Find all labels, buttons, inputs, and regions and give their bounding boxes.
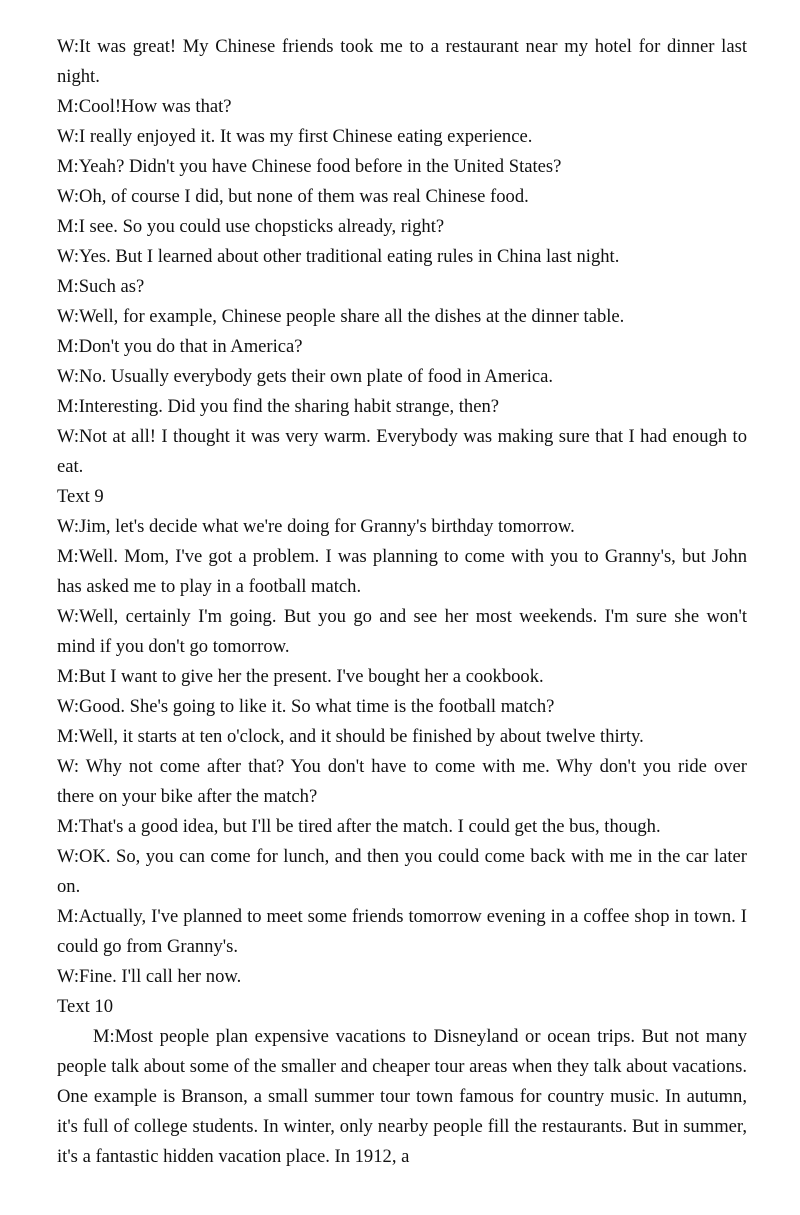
dialogue-line: M:Actually, I've planned to meet some friends tomorrow evening in a coffee shop in town. I could go from Granny's. bbox=[57, 906, 747, 957]
dialogue-line: M:Interesting. Did you find the sharing habit strange, then? bbox=[57, 396, 500, 417]
dialogue-line: W:OK. So, you can come for lunch, and then you could come back with me in the car later on. bbox=[57, 846, 747, 897]
dialogue-line: M:Well. Mom, I've got a problem. I was planning to come with you to Granny's, but John has asked me to play in a football match. bbox=[57, 546, 747, 597]
dialogue-line: W:It was great! My Chinese friends took me to a restaurant near my hotel for dinner last night. bbox=[57, 36, 747, 87]
dialogue-line: W: Why not come after that? You don't have to come with me. Why don't you ride over there on your bike after the match? bbox=[57, 756, 747, 807]
dialogue-line: W:Well, certainly I'm going. But you go and see her most weekends. I'm sure she won't mind if you don't go tomorrow. bbox=[57, 606, 747, 657]
text-10-heading: Text 10 bbox=[57, 996, 114, 1017]
dialogue-line: M:Don't you do that in America? bbox=[57, 336, 303, 357]
dialogue-line: M:That's a good idea, but I'll be tired after the match. I could get the bus, though. bbox=[57, 816, 661, 837]
dialogue-line: M:Well, it starts at ten o'clock, and it should be finished by about twelve thirty. bbox=[57, 726, 644, 747]
dialogue-line: W:Yes. But I learned about other traditional eating rules in China last night. bbox=[57, 246, 620, 267]
dialogue-line: W:Well, for example, Chinese people share all the dishes at the dinner table. bbox=[57, 306, 625, 327]
dialogue-line: M:Cool!How was that? bbox=[57, 96, 232, 117]
dialogue-text-9 bbox=[57, 512, 747, 992]
dialogue-line: W:I really enjoyed it. It was my first Chinese eating experience. bbox=[57, 126, 533, 147]
dialogue-line: W:No. Usually everybody gets their own plate of food in America. bbox=[57, 366, 554, 387]
dialogue-text-8 bbox=[57, 32, 747, 482]
dialogue-line: W:Good. She's going to like it. So what time is the football match? bbox=[57, 696, 555, 717]
document-page bbox=[57, 32, 747, 1172]
dialogue-line: M:But I want to give her the present. I've bought her a cookbook. bbox=[57, 666, 544, 687]
dialogue-line: M:Yeah? Didn't you have Chinese food before in the United States? bbox=[57, 156, 562, 177]
dialogue-line: W:Fine. I'll call her now. bbox=[57, 966, 242, 987]
text-9-heading: Text 9 bbox=[57, 486, 104, 507]
dialogue-line: W:Oh, of course I did, but none of them was real Chinese food. bbox=[57, 186, 529, 207]
dialogue-line: W:Jim, let's decide what we're doing for Granny's birthday tomorrow. bbox=[57, 516, 575, 537]
dialogue-line: M:Such as? bbox=[57, 276, 145, 297]
dialogue-line: M:I see. So you could use chopsticks already, right? bbox=[57, 216, 445, 237]
dialogue-line: W:Not at all! I thought it was very warm. Everybody was making sure that I had enough to eat. bbox=[57, 426, 747, 477]
text-10-paragraph: M:Most people plan expensive vacations to Disneyland or ocean trips. But not many people talk about some of the smaller and cheaper tour areas when they talk about vacations. One example is Branson, a small summer tour town famous for country music. In autumn, it's full of college students. In winter, only nearby people fill the restaurants. But in summer, it's a fantastic hidden vacation place. In 1912, a bbox=[57, 1026, 747, 1167]
